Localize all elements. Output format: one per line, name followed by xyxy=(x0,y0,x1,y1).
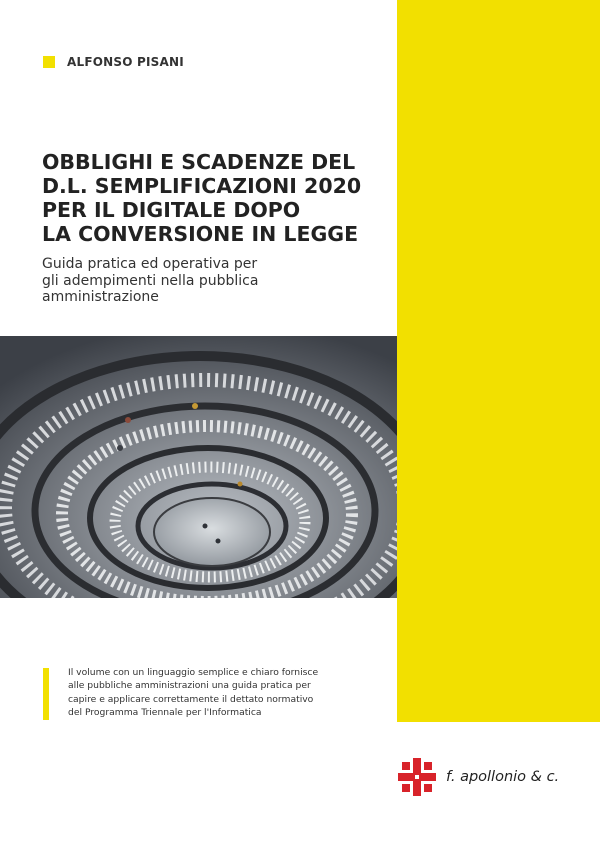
yellow-band xyxy=(397,0,600,722)
description-marker xyxy=(43,668,49,720)
author-name: ALFONSO PISANI xyxy=(67,55,184,69)
author-marker xyxy=(43,56,55,68)
title-line: D.L. SEMPLIFICAZIONI 2020 xyxy=(42,174,362,198)
title-line: PER IL DIGITALE DOPO xyxy=(42,198,301,222)
description-line: alle pubbliche amministrazioni una guida pratica per xyxy=(68,680,311,692)
book-title xyxy=(42,150,392,246)
cross-logo-icon xyxy=(396,756,438,798)
description-line: Il volume con un linguaggio semplice e chiaro fornisce xyxy=(68,667,319,678)
book-description xyxy=(68,666,388,720)
description-line: del Programma Triennale per l'Informatica xyxy=(68,707,262,719)
title-line: OBBLIGHI E SCADENZE DEL xyxy=(42,150,356,174)
publisher-block xyxy=(396,756,559,798)
author-block xyxy=(43,55,184,69)
subtitle-line: amministrazione xyxy=(42,289,159,305)
spiral-staircase-photo xyxy=(0,336,397,598)
publisher-name: f. apollonio & c. xyxy=(446,769,560,785)
subtitle-line: Guida pratica ed operativa per xyxy=(42,256,258,272)
subtitle-line: gli adempimenti nella pubblica xyxy=(42,272,259,289)
title-line: LA CONVERSIONE IN LEGGE xyxy=(42,222,359,246)
description-line: capire e applicare correttamente il dettato normativo xyxy=(68,693,314,705)
book-subtitle xyxy=(42,256,392,306)
